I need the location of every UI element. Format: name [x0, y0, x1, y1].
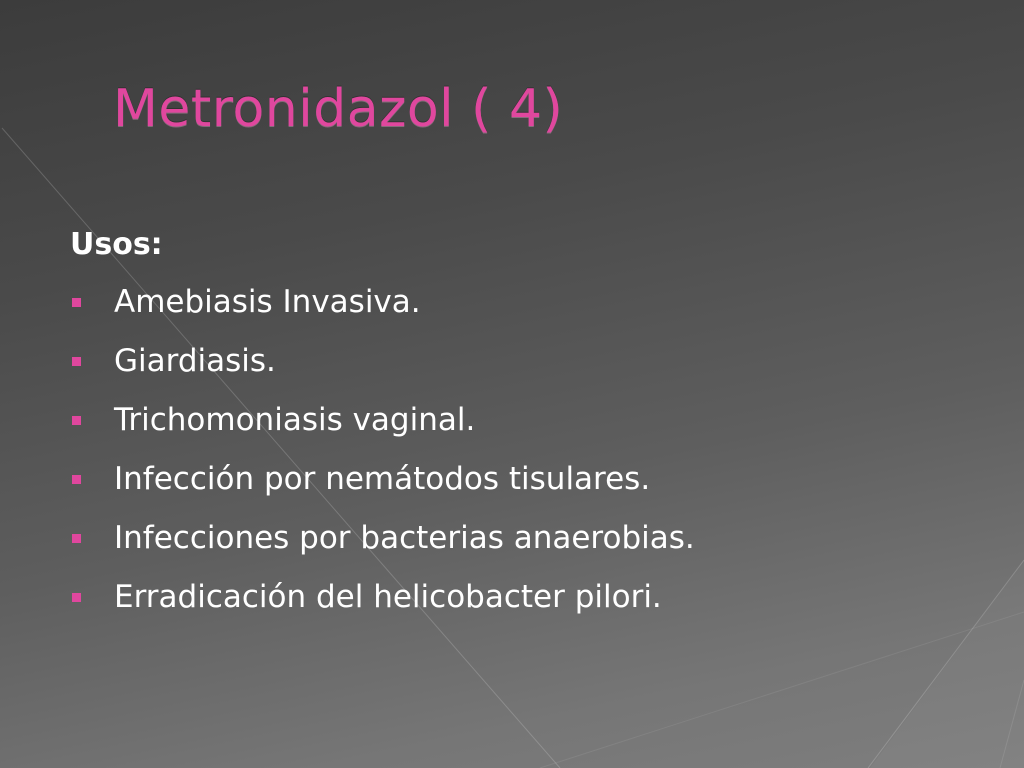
- section-heading: Usos:: [70, 227, 163, 262]
- list-item-text: Infecciones por bacterias anaerobias.: [114, 520, 695, 556]
- list-item: [70, 577, 970, 636]
- list-item-text: Trichomoniasis vaginal.: [114, 402, 476, 438]
- square-bullet-icon: [72, 593, 81, 602]
- square-bullet-icon: [72, 534, 81, 543]
- list-item-text: Amebiasis Invasiva.: [114, 284, 421, 320]
- square-bullet-icon: [72, 357, 81, 366]
- slide-title: Metronidazol ( 4): [113, 79, 564, 139]
- list-item-text: Infección por nemátodos tisulares.: [114, 461, 651, 497]
- list-item: [70, 400, 970, 459]
- list-item: [70, 341, 970, 400]
- square-bullet-icon: [72, 298, 81, 307]
- slide-body: [70, 222, 970, 636]
- list-item: [70, 282, 970, 341]
- list-item: [70, 518, 970, 577]
- list-item-text: Erradicación del helicobacter pilori.: [114, 579, 662, 615]
- square-bullet-icon: [72, 475, 81, 484]
- square-bullet-icon: [72, 416, 81, 425]
- list-item-text: Giardiasis.: [114, 343, 276, 379]
- bullet-list: [70, 282, 970, 636]
- list-item: [70, 459, 970, 518]
